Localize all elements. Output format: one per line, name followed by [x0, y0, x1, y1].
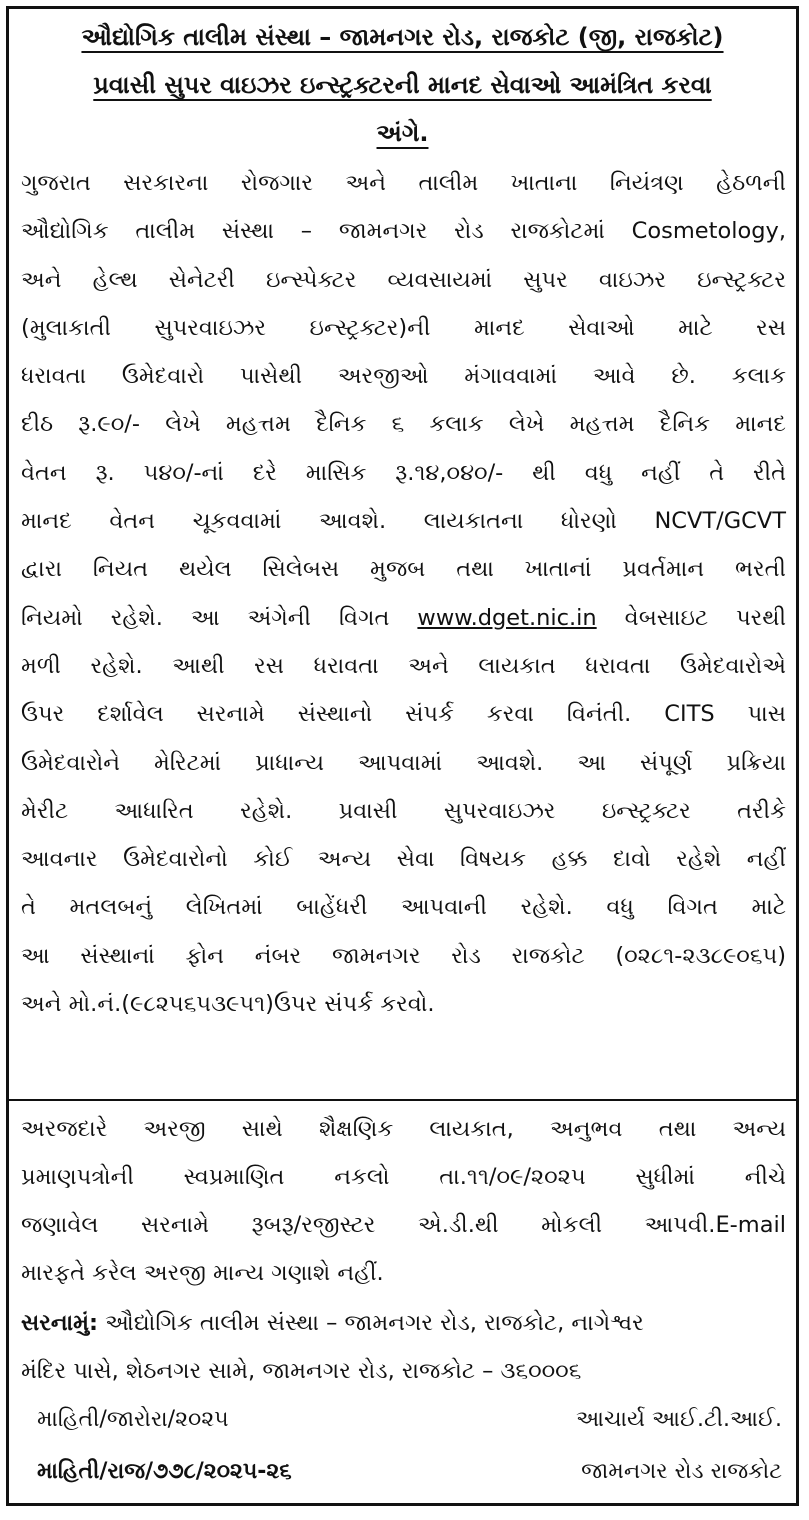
application-line: પ્રમાણપત્રોની સ્વપ્રમાણિત નકલો તા.૧૧/૦૯/૨૦૨૫ સુધીમાં નીચે	[21, 1164, 786, 1190]
address-block	[21, 1299, 786, 1395]
header-subject-end: અંગે.	[376, 119, 429, 147]
application-line: અરજદારે અરજી સાથે શૈક્ષણિક લાયકાત, અનુભવ તથા અન્ય	[21, 1116, 786, 1142]
body-line: મેરીટ આધારિત રહેશે. પ્રવાસી સુપરવાઇઝર ઇન્સ્ટ્રક્ટર તરીકે	[21, 797, 786, 824]
body-line: ગુજરાત સરકારના રોજગાર અને તાલીમ ખાતાના નિયંત્રણ હેઠળની	[21, 170, 786, 196]
body-line: આવનાર ઉમેદવારોનો કોઈ અન્ય સેવા વિષયક હક્ક દાવો રહેશે નહીં	[21, 846, 786, 873]
body-line: માનદ વેતન ચૂકવવામાં આવશે. લાયકાતના ધોરણો NCVT/GCVT	[21, 508, 786, 535]
body-line: મળી રહેશે. આથી રસ ધરાવતા અને લાયકાત ધરાવતા ઉમેદવારોએ	[21, 652, 786, 679]
body-line: ઉપર દર્શાવેલ સરનામે સંસ્થાનો સંપર્ક કરવા વિનંતી. CITS પાસ	[21, 701, 786, 728]
website-link[interactable]: www.dget.nic.in	[417, 604, 597, 631]
address-text: ઔદ્યોગિક તાલીમ સંસ્થા – જામનગર રોડ, રાજકોટ, નાગેશ્વર	[105, 1310, 644, 1336]
header-title: ઔદ્યોગિક તાલીમ સંસ્થા – જામનગર રોડ, રાજકોટ (જી, રાજકોટ)	[81, 23, 724, 51]
notice-body	[21, 159, 786, 1028]
body-line: (મુલાકાતી સુપરવાઇઝર ઇન્સ્ટ્રક્ટર)ની માનદ સેવાઓ માટે રસ	[21, 314, 786, 341]
notice-frame	[6, 6, 799, 1506]
signatory-title: આચાર્ય આઈ.ટી.આઈ.	[576, 1407, 782, 1432]
body-line: દીઠ રૂ.૯૦/- લેખે મહત્તમ દૈનિક ૬ કલાક લેખે મહત્તમ દૈનિક માનદ	[21, 411, 786, 438]
address-line	[21, 1299, 786, 1347]
body-text: વેબસાઇટ પરથી	[624, 604, 786, 631]
body-line-with-link	[21, 594, 786, 642]
body-line: ધરાવતા ઉમેદવારો પાસેથી અરજીઓ મંગાવવામાં આવે છે. કલાક	[21, 363, 786, 390]
body-line: ઔદ્યોગિક તાલીમ સંસ્થા – જામનગર રોડ રાજકોટમાં Cosmetology,	[21, 218, 786, 245]
section-divider	[9, 1099, 796, 1101]
body-line: અને મો.નં.(૯૮૨૫૬૫૩૯૫૧)ઉપર સંપર્ક કરવો.	[21, 991, 435, 1018]
body-text: નિયમો રહેશે. આ અંગેની વિગત	[21, 604, 390, 631]
reference-number-bold: માહિતી/રાજ/૭૭૮/૨૦૨૫-૨૬	[37, 1459, 292, 1484]
application-line: મારફતે કરેલ અરજી માન્ય ગણાશે નહીં.	[21, 1260, 384, 1286]
body-line: ઉમેદવારોને મેરિટમાં પ્રાધાન્ય આપવામાં આવશે. આ સંપૂર્ણ પ્રક્રિયા	[21, 749, 786, 776]
reference-number: માહિતી/જારોરા/૨૦૨૫	[37, 1407, 229, 1432]
body-line: આ સંસ્થાનાં ફોન નંબર જામનગર રોડ રાજકોટ (૦૨૮૧-૨૩૮૯૦૬૫)	[21, 942, 786, 969]
application-instructions	[21, 1105, 786, 1297]
header-subject: પ્રવાસી સુપર વાઇઝર ઇન્સ્ટ્રક્ટરની માનદ સેવાઓ આમંત્રિત કરવા	[93, 71, 712, 99]
address-label: સરનામું:	[21, 1310, 99, 1336]
address-line: મંદિર પાસે, શેઠનગર સામે, જામનગર રોડ, રાજકોટ – ૩૬૦૦૦૬	[21, 1358, 582, 1384]
body-line: દ્વારા નિયત થયેલ સિલેબસ મુજબ તથા ખાતાનાં પ્રવર્તમાન ભરતી	[21, 556, 786, 583]
application-line: જણાવેલ સરનામે રૂબરૂ/રજીસ્ટર એ.ડી.થી મોકલી આપવી.E-mail	[21, 1212, 786, 1238]
body-line: તે મતલબનું લેખિતમાં બાહેંધરી આપવાની રહેશે. વધુ વિગત માટે	[21, 894, 786, 921]
body-line: વેતન રૂ. ૫૪૦/-નાં દરે માસિક રૂ.૧૪,૦૪૦/- થી વધુ નહીં તે રીતે	[21, 459, 786, 486]
signatory-place: જામનગર રોડ રાજકોટ	[581, 1459, 782, 1484]
body-line: અને હેલ્થ સેનેટરી ઇન્સ્પેક્ટર વ્યવસાયમાં સુપર વાઇઝર ઇન્સ્ટ્રક્ટર	[21, 266, 786, 293]
